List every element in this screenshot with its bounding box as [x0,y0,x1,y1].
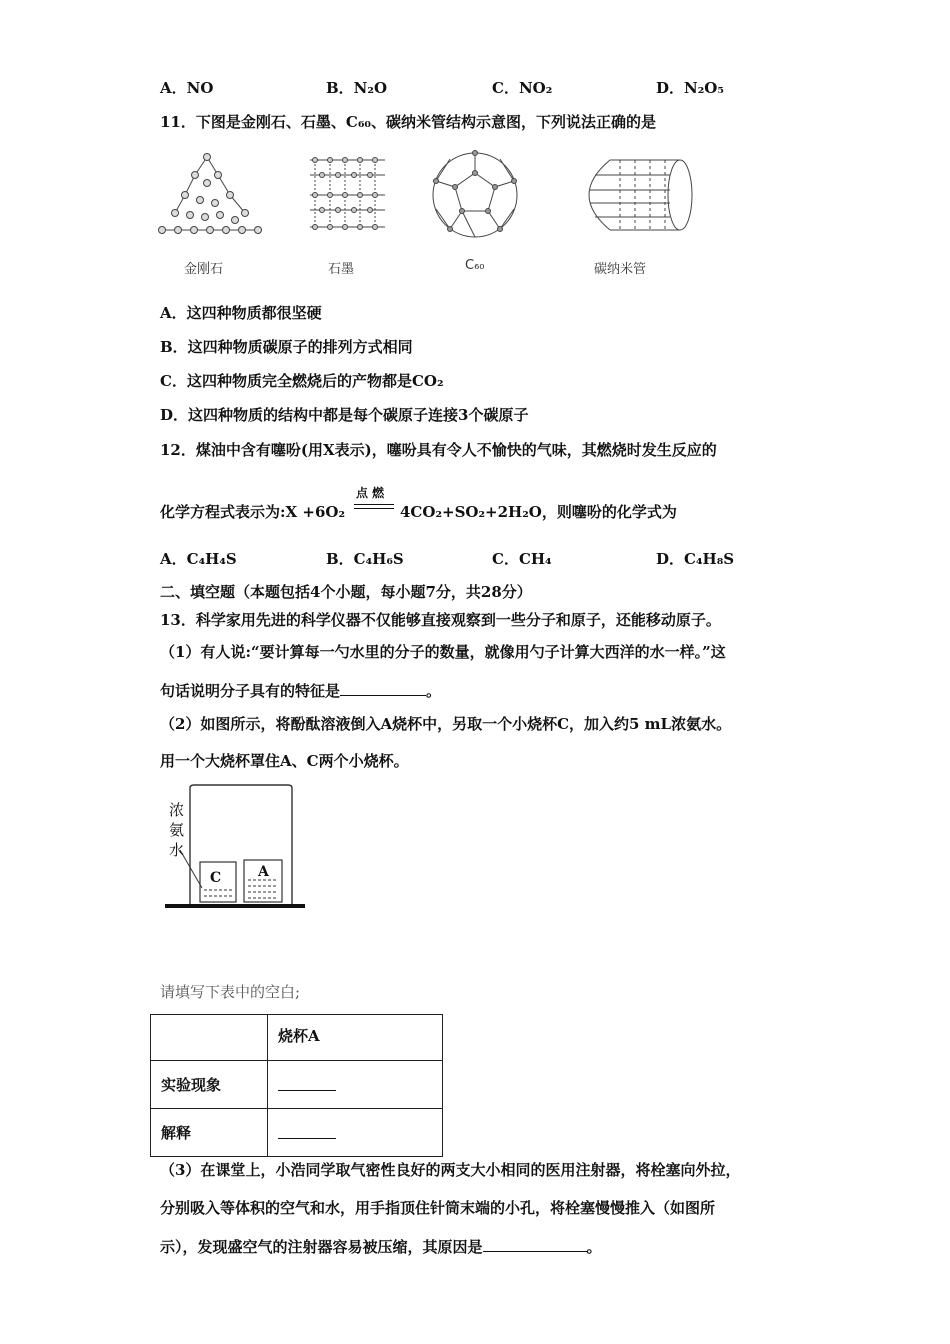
carbon-structures-figure [150,145,710,245]
q13-part3-text: 示），发现盛空气的注射器容易被压缩，其原因是 [160,1238,483,1256]
q10-option-b: B．N₂O [326,79,388,97]
q10-option-d: D．N₂O₅ [656,79,724,97]
q13-part3-line2: 分别吸入等体积的空气和水，用手指顶住针筒末端的小孔，将栓塞慢慢推入（如图所 [160,1199,716,1217]
q13-part1-line2 [160,680,441,701]
beaker-c-label: C [210,870,222,886]
q11-option-d: D．这四种物质的结构中都是每个碳原子连接3个碳原子 [160,406,529,424]
q13-part3-line1: （3）在课堂上，小浩同学取气密性良好的两支大小相同的医用注射器，将栓塞向外拉， [160,1161,741,1179]
figure-label-diamond: 金刚石 [184,262,224,277]
diamond-structure-icon [159,154,262,234]
figure-label-nanotube: 碳纳米管 [594,262,647,277]
equals-sign-icon [354,504,394,509]
table-header-beaker-a: 烧杯A [268,1015,443,1061]
q12-option-b: B．C₄H₆S [326,550,404,568]
q12-equation-right: 4CO₂+SO₂+2H₂O，则噻吩的化学式为 [400,503,677,521]
table-surface-icon [165,904,305,908]
graphite-structure-icon [310,158,385,230]
answer-blank-3[interactable] [278,1123,336,1139]
q11-option-b: B．这四种物质碳原子的排列方式相同 [160,338,413,356]
q13-part1-line1: （1）有人说:“要计算每一勺水里的分子的数量，就像用勺子计算大西洋的水一样。”这 [160,643,726,661]
answer-table [150,1014,443,1157]
ammonia-label-char-2: 氨 [169,821,185,839]
q11-stem: 11．下图是金刚石、石墨、C₆₀、碳纳米管结构示意图，下列说法正确的是 [160,113,656,131]
q11-option-a: A．这四种物质都很坚硬 [160,304,322,322]
reaction-condition: 点 燃 [356,486,385,500]
q11-option-c: C．这四种物质完全燃烧后的产物都是CO₂ [160,372,444,390]
table-row-label-explanation: 解释 [151,1109,268,1157]
q10-option-c: C．NO₂ [492,79,553,97]
section-heading: 二、填空题（本题包括4个小题，每小题7分，共28分） [160,583,532,601]
answer-blank-4[interactable] [483,1236,587,1252]
q12-option-c: C．CH₄ [492,550,552,568]
answer-blank-1[interactable] [340,680,426,696]
figure-label-graphite: 石墨 [328,262,355,277]
q10-option-a: A．NO [160,79,214,97]
q12-option-a: A．C₄H₄S [160,550,237,568]
beaker-a-label: A [258,864,269,880]
nanotube-structure-icon [589,160,692,230]
ammonia-label-char-3: 水 [169,841,185,859]
q13-part2-line1: （2）如图所示，将酚酞溶液倒入A烧杯中，另取一个小烧杯C，加入约5 mL浓氨水。 [160,715,732,733]
table-cell-phenomenon[interactable] [268,1061,443,1109]
q13-part1-text: 句话说明分子具有的特征是 [160,682,341,700]
table-row-label-phenomenon: 实验现象 [151,1061,268,1109]
c60-structure-icon [433,151,517,238]
q12-equation-left: 化学方程式表示为:X +6O₂ [160,503,346,521]
table-intro: 请填写下表中的空白; [160,983,301,1001]
q12-stem: 12．煤油中含有噻吩(用X表示)，噻吩具有令人不愉快的气味，其燃烧时发生反应的 [160,441,717,459]
figure-label-c60: C₆₀ [465,258,485,273]
q13-part1-end: 。 [426,682,442,700]
table-cell-explanation[interactable] [268,1109,443,1157]
ammonia-label [169,800,184,860]
q13-part3-end: 。 [586,1238,602,1256]
q12-option-d: D．C₄H₈S [656,550,735,568]
ammonia-label-char-1: 浓 [169,801,185,819]
q13-part2-line2: 用一个大烧杯罩住A、C两个小烧杯。 [160,752,409,770]
q13-stem: 13．科学家用先进的科学仪器不仅能够直接观察到一些分子和原子，还能移动原子。 [160,611,721,629]
answer-blank-2[interactable] [278,1075,336,1091]
large-beaker-icon [190,785,292,905]
q13-part3-line3 [160,1236,602,1257]
table-corner-cell [151,1015,268,1061]
